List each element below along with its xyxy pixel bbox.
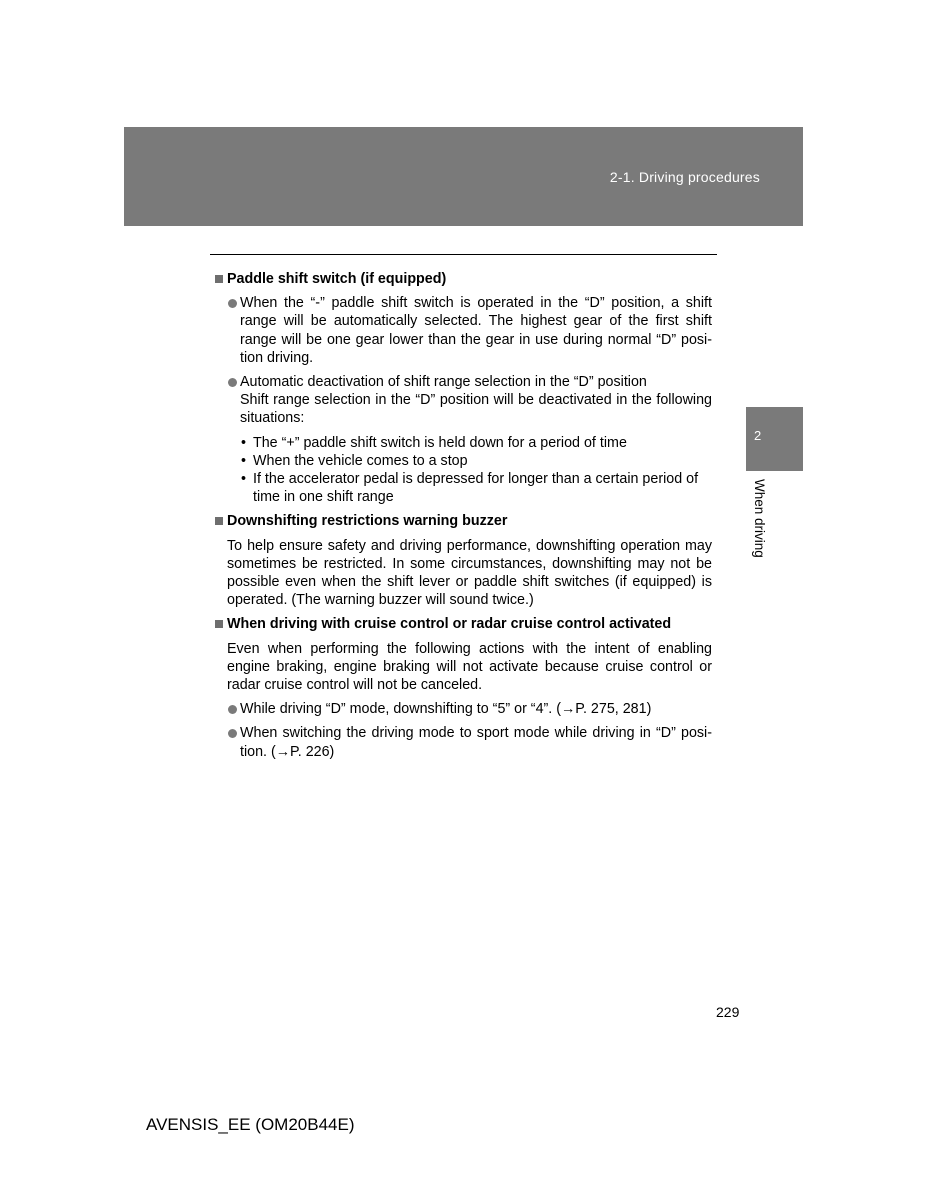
chapter-label: When driving [752, 479, 767, 558]
footer-model-code: AVENSIS_EE (OM20B44E) [146, 1115, 355, 1134]
circle-bullet-icon [228, 299, 237, 308]
sub-list-item: • If the accelerator pedal is depressed for longer than a certain period of time in one shift range [241, 471, 699, 506]
page-number: 229 [716, 1004, 740, 1020]
circle-bullet-icon [228, 378, 237, 387]
sub-list-item: • The “+” paddle shift switch is held down for a period of time [241, 434, 627, 451]
bullet-text: Shift range selection in the “D” position will be deactivated in the following situations: [240, 392, 712, 427]
section-heading-cruise [214, 615, 712, 633]
circle-bullet-icon [228, 729, 237, 738]
dot-bullet-icon: • [241, 434, 247, 451]
heading-text: When driving with cruise control or radar cruise control activated [227, 616, 672, 633]
heading-text: Downshifting restrictions warning buzzer [227, 513, 508, 530]
section-heading-paddle [214, 270, 712, 288]
dot-bullet-icon: • [241, 471, 247, 488]
body-paragraph: To help ensure safety and driving performance, downshifting operation may sometimes be restricted. In some circumstances, downshifting may not be possible even when the shift lever or paddle shift switches (if equipped) is operated. (The warning buzzer will sound twice.) [227, 537, 712, 609]
page-content [214, 270, 712, 767]
chapter-header-band [124, 127, 803, 226]
sub-list-item: • When the vehicle comes to a stop [241, 452, 468, 469]
dot-bullet-icon: • [241, 452, 247, 469]
sub-list [214, 434, 712, 507]
chapter-tab [746, 407, 803, 471]
square-bullet-icon [215, 620, 223, 628]
square-bullet-icon [215, 517, 223, 525]
header-rule [210, 254, 717, 255]
bullet-text: Automatic deactivation of shift range selection in the “D” position [240, 374, 647, 391]
section-heading-buzzer [214, 512, 712, 530]
chapter-number: 2 [754, 428, 762, 443]
list-item [214, 700, 712, 718]
list-item [214, 294, 712, 367]
list-item [214, 724, 712, 760]
circle-bullet-icon [228, 705, 237, 714]
heading-text: Paddle shift switch (if equipped) [227, 271, 447, 287]
body-paragraph: Even when performing the following actions with the intent of enabling engine braking, engine braking will not activate because cruise control or radar cruise control will not be canceled. [227, 640, 712, 694]
bullet-text: While driving “D” mode, downshifting to “5” or “4”. (→P. 275, 281) [240, 701, 652, 718]
section-title: 2-1. Driving procedures [609, 169, 760, 185]
bullet-text: When switching the driving mode to sport mode while driving in “D” position. (→P. 226) [240, 725, 712, 760]
list-item [214, 373, 712, 428]
bullet-text: When the “-” paddle shift switch is operated in the “D” position, a shift range will be automatically selected. The highest gear of the first shift range will be one gear lower than the gear in use during normal “D” position driving. [240, 295, 712, 366]
square-bullet-icon [215, 275, 223, 283]
